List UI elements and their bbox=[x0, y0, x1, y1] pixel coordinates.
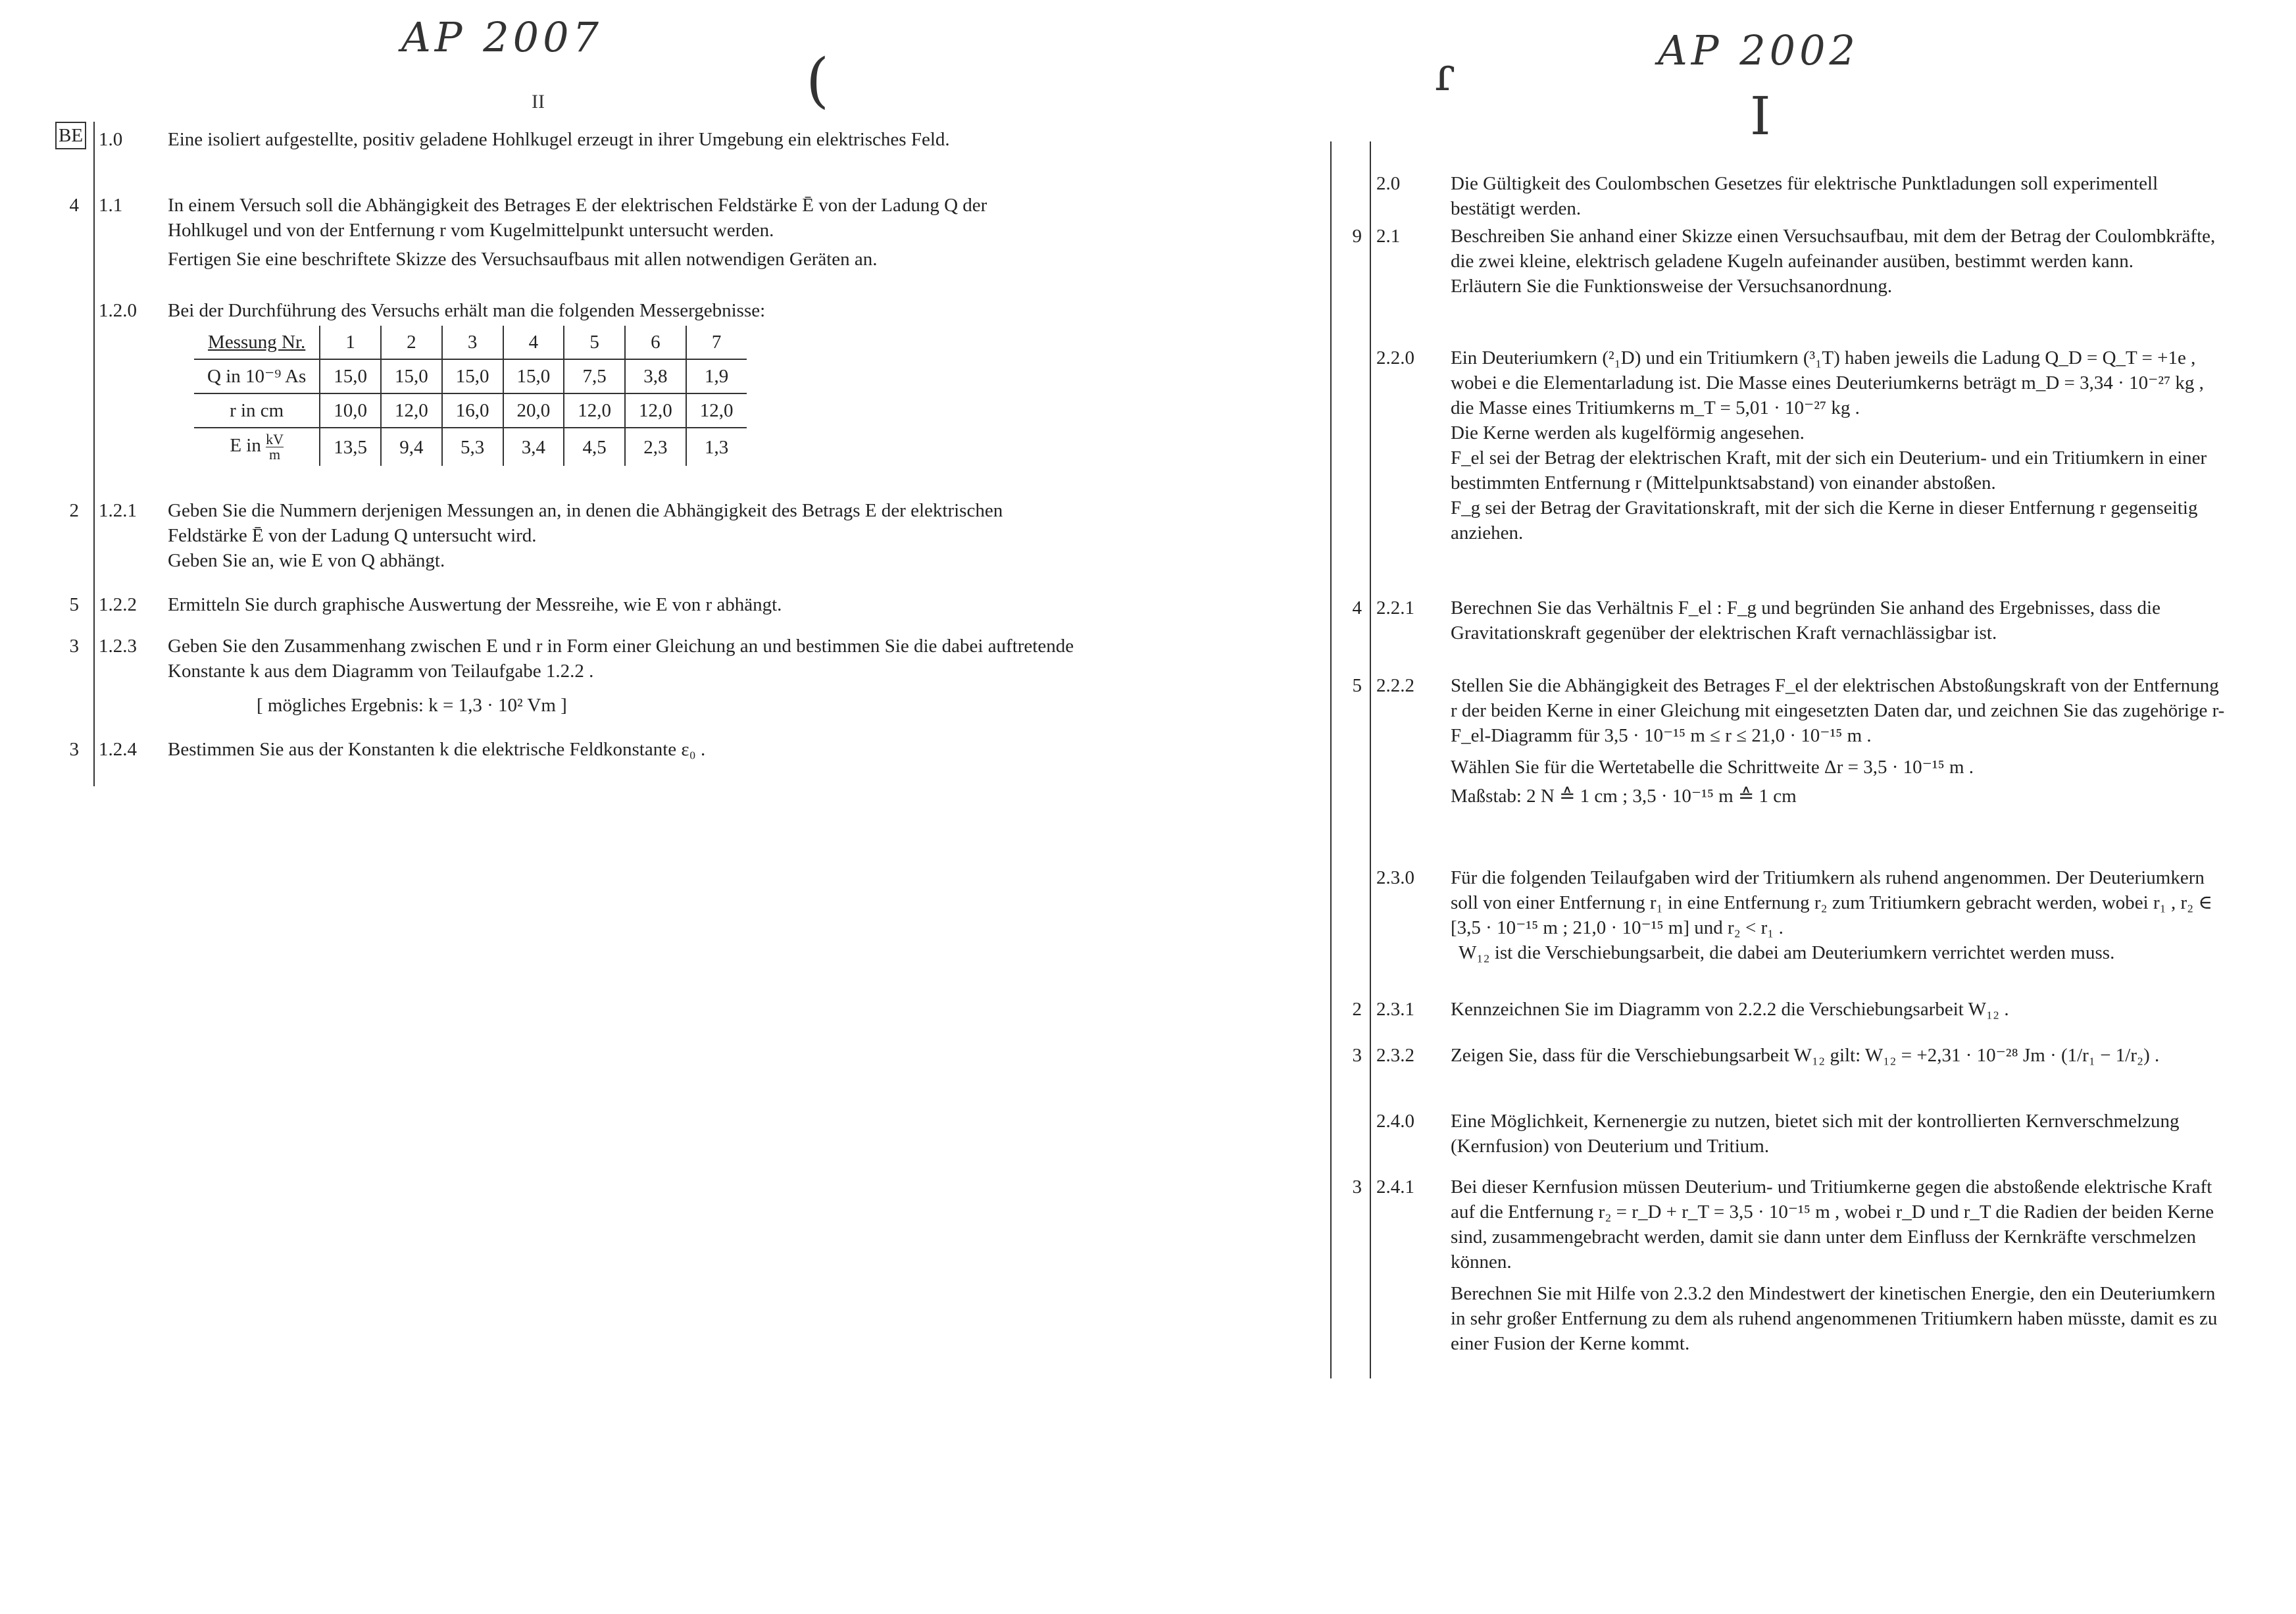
item-text: Berechnen Sie das Verhältnis F_el : F_g und begründen Sie anhand des Ergebnisses, dass die Gravitationskraft gegenüber der elektrischen Kraft vernachlässigbar ist. bbox=[1451, 597, 2160, 643]
item-text-line: Maßstab: 2 N ≙ 1 cm ; 3,5 · 10⁻¹⁵ m ≙ 1 cm bbox=[1451, 786, 1797, 807]
table-header-cell: 1 bbox=[320, 326, 381, 359]
table-cell: 1,3 bbox=[686, 428, 747, 466]
unit-numerator: kV bbox=[266, 431, 284, 447]
item-text-line: Geben Sie die Nummern derjenigen Messungen an, in denen die Abhängigkeit des Betrags E der elektrischen Feldstärke Ē von der Ladung Q untersucht wird. bbox=[168, 500, 1003, 546]
item-number: 1.2.0 bbox=[99, 300, 137, 321]
item-text-line: Wählen Sie für die Wertetabelle die Schrittweite Δr = 3,5 · 10⁻¹⁵ m . bbox=[1451, 757, 1974, 778]
table-header-cell: 7 bbox=[686, 326, 747, 359]
unit-denominator: m bbox=[268, 446, 281, 463]
table-cell: 3,8 bbox=[625, 359, 686, 393]
table-header-row bbox=[194, 326, 747, 359]
right-exam-sheet bbox=[1329, 141, 2276, 1378]
item-text-line: Berechnen Sie mit Hilfe von 2.3.2 den Mindestwert der kinetischen Energie, den ein Deuteriumkern in sehr großer Entfernung zu dem als ruhend angenommenen Tritiumkern haben müsste, damit es zu einer Fusion der Kerne kommt. bbox=[1451, 1283, 2218, 1354]
handwritten-parenthesis-mark: ( bbox=[806, 46, 830, 115]
be-points: 2 bbox=[1352, 999, 1362, 1020]
table-cell: 15,0 bbox=[442, 359, 503, 393]
item-text-line: In einem Versuch soll die Abhängigkeit des Betrages E der elektrischen Feldstärke Ē von der Ladung Q der Hohlkugel und von der Entfernung r vom Kugelmittelpunkt untersucht werden. bbox=[168, 195, 987, 241]
unit-fraction bbox=[266, 432, 284, 462]
be-header: BE bbox=[55, 122, 86, 149]
right-be-column-rule bbox=[1370, 141, 1371, 1378]
be-points: 9 bbox=[1352, 226, 1362, 247]
item-text-line: Die Kerne werden als kugelförmig angesehen. bbox=[1451, 422, 1805, 443]
table-cell: 20,0 bbox=[503, 393, 564, 428]
item-text bbox=[1451, 673, 2227, 809]
item-text: Zeigen Sie, dass für die Verschiebungsarbeit W₁₂ gilt: W₁₂ = +2,31 · 10⁻²⁸ Jm · (1/r₁ − 1/r₂) . bbox=[1451, 1045, 2160, 1066]
item-number: 1.2.1 bbox=[99, 500, 137, 521]
item-text-line: Geben Sie den Zusammenhang zwischen E und r in Form einer Gleichung an und bestimmen Sie die dabei auftretende Konstante k aus dem Diagramm von Teilaufgabe 1.2.2 . bbox=[168, 636, 1074, 682]
table-cell: 15,0 bbox=[503, 359, 564, 393]
table-header-cell: 4 bbox=[503, 326, 564, 359]
item-text: Bestimmen Sie aus der Konstanten k die elektrische Feldkonstante ε₀ . bbox=[168, 739, 706, 760]
item-number: 1.2.2 bbox=[99, 594, 137, 615]
item-text: Die Gültigkeit des Coulombschen Gesetzes für elektrische Punktladungen soll experimentell bestätigt werden. bbox=[1451, 173, 2159, 219]
item-text: Ermitteln Sie durch graphische Auswertung der Messreihe, wie E von r abhängt. bbox=[168, 594, 782, 615]
item-text bbox=[1451, 865, 2227, 965]
table-row-label: Q in 10⁻⁹ As bbox=[194, 359, 320, 393]
table-cell: 15,0 bbox=[320, 359, 381, 393]
left-be-column-rule bbox=[93, 122, 95, 786]
item-number: 2.3.2 bbox=[1376, 1045, 1414, 1066]
handwritten-title-left: AP 2007 bbox=[401, 13, 603, 61]
item-text-line: Beschreiben Sie anhand einer Skizze einen Versuchsaufbau, mit dem der Betrag der Coulombkräfte, die zwei kleine, elektrisch geladene Kugeln aufeinander ausüben, bestimmt werden kann. bbox=[1451, 226, 2216, 272]
be-points: 2 bbox=[69, 500, 79, 521]
item-number: 2.2.1 bbox=[1376, 597, 1414, 618]
handwritten-title-right: AP 2002 bbox=[1658, 26, 1859, 74]
item-result-line: [ mögliches Ergebnis: k = 1,3 · 10² Vm ] bbox=[257, 695, 567, 716]
item-number: 1.1 bbox=[99, 195, 123, 216]
item-number: 2.3.1 bbox=[1376, 999, 1414, 1020]
be-points: 3 bbox=[69, 636, 79, 657]
item-number: 1.2.4 bbox=[99, 739, 137, 760]
be-points: 3 bbox=[1352, 1045, 1362, 1066]
table-cell: 16,0 bbox=[442, 393, 503, 428]
item-number: 2.2.0 bbox=[1376, 347, 1414, 368]
be-points: 5 bbox=[1352, 675, 1362, 696]
be-points: 3 bbox=[1352, 1176, 1362, 1198]
item-text-line: Fertigen Sie eine beschriftete Skizze des Versuchsaufbaus mit allen notwendigen Geräten an. bbox=[168, 249, 878, 270]
item-text-line: Ein Deuteriumkern (²₁D) und ein Tritiumkern (³₁T) haben jeweils die Ladung Q_D = Q_T = +1e , wobei e die Elementarladung ist. Die Masse eines Deuteriumkerns beträgt m_D = 3,34 · 10⁻²⁷ kg , die Masse eines Tritiumkerns m_T = 5,01 · 10⁻²⁷ kg . bbox=[1451, 347, 2204, 418]
table-cell: 12,0 bbox=[381, 393, 442, 428]
table-row bbox=[194, 428, 747, 466]
be-points: 3 bbox=[69, 739, 79, 760]
item-number: 2.4.0 bbox=[1376, 1111, 1414, 1132]
item-text-line: W₁₂ ist die Verschiebungsarbeit, die dabei am Deuteriumkern verrichtet werden muss. bbox=[1459, 942, 2115, 963]
right-outer-rule bbox=[1330, 141, 1332, 1378]
table-header-cell: Messung Nr. bbox=[194, 326, 320, 359]
table-header-cell: 5 bbox=[564, 326, 625, 359]
table-cell: 5,3 bbox=[442, 428, 503, 466]
item-text: Eine isoliert aufgestellte, positiv geladene Hohlkugel erzeugt in ihrer Umgebung ein elektrisches Feld. bbox=[168, 129, 950, 150]
table-header-cell: 6 bbox=[625, 326, 686, 359]
item-text-line: Für die folgenden Teilaufgaben wird der Tritiumkern als ruhend angenommen. Der Deuteriumkern soll von einer Entfernung r₁ in eine Entfernung r₂ zum Tritiumkern gebracht werden, wobei r₁ , r₂ ∈ [3,5 · 10⁻¹⁵ m ; 21,0 · 10⁻¹⁵ m] und r₂ < r₁ . bbox=[1451, 867, 2212, 938]
item-text bbox=[1451, 1174, 2227, 1356]
table-header-cell: 3 bbox=[442, 326, 503, 359]
table-cell: 3,4 bbox=[503, 428, 564, 466]
item-text: Kennzeichnen Sie im Diagramm von 2.2.2 die Verschiebungsarbeit W₁₂ . bbox=[1451, 999, 2009, 1020]
item-text-line: F_el sei der Betrag der elektrischen Kraft, mit der sich ein Deuterium- und ein Tritiumkern in einer bestimmten Entfernung r (Mittelpunktsabstand) von einander abstoßen. bbox=[1451, 447, 2207, 493]
table-row-label bbox=[194, 428, 320, 466]
item-number: 2.0 bbox=[1376, 173, 1401, 194]
table-cell: 7,5 bbox=[564, 359, 625, 393]
item-text: Bei der Durchführung des Versuchs erhält man die folgenden Messergebnisse: bbox=[168, 300, 766, 321]
handwritten-part-label-right: I bbox=[1750, 86, 1771, 147]
item-number: 2.1 bbox=[1376, 226, 1401, 247]
table-cell: 4,5 bbox=[564, 428, 625, 466]
table-cell: 13,5 bbox=[320, 428, 381, 466]
item-text-line: Erläutern Sie die Funktionsweise der Versuchsanordnung. bbox=[1451, 276, 1893, 297]
part-label-left: II bbox=[532, 91, 545, 113]
table-cell: 12,0 bbox=[564, 393, 625, 428]
item-number: 2.3.0 bbox=[1376, 867, 1414, 888]
item-text bbox=[168, 498, 1082, 573]
item-text bbox=[1451, 224, 2227, 299]
item-number: 1.0 bbox=[99, 129, 123, 150]
table-header-cell: 2 bbox=[381, 326, 442, 359]
item-number: 1.2.3 bbox=[99, 636, 137, 657]
table-row bbox=[194, 359, 747, 393]
be-points: 4 bbox=[1352, 597, 1362, 618]
table-cell: 12,0 bbox=[625, 393, 686, 428]
table-cell: 10,0 bbox=[320, 393, 381, 428]
item-text-line: F_g sei der Betrag der Gravitationskraft, mit der sich die Kerne in dieser Entfernung r gegenseitig anziehen. bbox=[1451, 497, 2198, 543]
item-text bbox=[168, 634, 1082, 718]
table-row bbox=[194, 393, 747, 428]
measurement-table bbox=[194, 326, 747, 466]
be-points: 5 bbox=[69, 594, 79, 615]
unit-prefix: E in bbox=[230, 435, 261, 457]
item-text-line: Stellen Sie die Abhängigkeit des Betrages F_el der elektrischen Abstoßungskraft von der Entfernung r der beiden Kerne in einer Gleichung mit eingesetzten Daten dar, und zeichnen Sie das zugehörige r-F_el-Diagramm für 3,5 · 10⁻¹⁵ m ≤ r ≤ 21,0 · 10⁻¹⁵ m . bbox=[1451, 675, 2225, 746]
be-points: 4 bbox=[69, 195, 79, 216]
item-text: Eine Möglichkeit, Kernenergie zu nutzen, bietet sich mit der kontrollierten Kernverschmelzung (Kernfusion) von Deuterium und Tritium. bbox=[1451, 1111, 2180, 1157]
table-row-label: r in cm bbox=[194, 393, 320, 428]
item-number: 2.2.2 bbox=[1376, 675, 1414, 696]
table-cell: 2,3 bbox=[625, 428, 686, 466]
left-exam-sheet bbox=[53, 122, 1074, 793]
item-text-line: Geben Sie an, wie E von Q abhängt. bbox=[168, 550, 445, 571]
item-text bbox=[168, 193, 1062, 272]
table-cell: 1,9 bbox=[686, 359, 747, 393]
item-number: 2.4.1 bbox=[1376, 1176, 1414, 1198]
item-text-line: Bei dieser Kernfusion müssen Deuterium- und Tritiumkerne gegen die abstoßende elektrische Kraft auf die Entfernung r₂ = r_D + r_T = 3,5 · 10⁻¹⁵ m , wobei r_D und r_T die Radien der beiden Kerne sind, zusammengebracht werden, damit sie dann unter dem Einfluss der Kernkräfte verschmelzen können. bbox=[1451, 1176, 2214, 1273]
handwritten-bracket-mark: ɾ bbox=[1434, 47, 1455, 101]
table-cell: 9,4 bbox=[381, 428, 442, 466]
item-text bbox=[1451, 345, 2227, 545]
table-cell: 15,0 bbox=[381, 359, 442, 393]
table-cell: 12,0 bbox=[686, 393, 747, 428]
